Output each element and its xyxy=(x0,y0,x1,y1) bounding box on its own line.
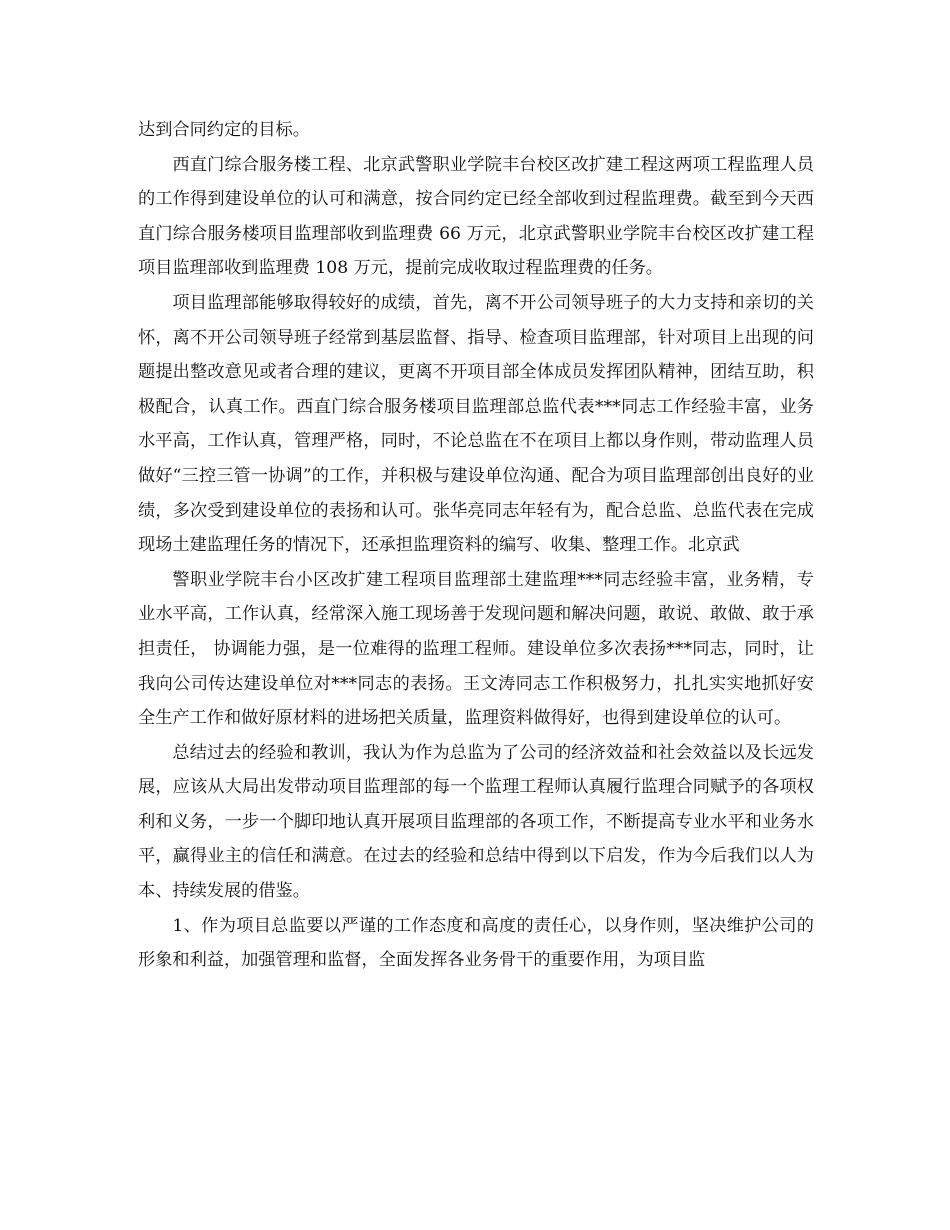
paragraph: 1、作为项目总监要以严谨的工作态度和高度的责任心，以身作则，坚决维护公司的形象和利益，加强管理和监督，全面发挥各业务骨干的重要作用，为项目监 xyxy=(138,915,814,971)
paragraph: 总结过去的经验和教训，我认为作为总监为了公司的经济效益和社会效益以及长远发展，应该从大局出发带动项目监理部的每一个监理工程师认真履行监理合同赋予的各项权利和义务，一步一个脚印地认真开展项目监理部的各项工作，不断提高专业水平和业务水平，赢得业主的信任和满意。在过去的经验和总结中得到以下启发，作为今后我们以人为本、持续发展的借鉴。 xyxy=(138,742,814,902)
paragraph: 西直门综合服务楼工程、北京武警职业学院丰台校区改扩建工程这两项工程监理人员的工作得到建设单位的认可和满意，按合同约定已经全部收到过程监理费。截至到今天西直门综合服务楼项目监理部收到监理费 66 万元，北京武警职业学院丰台校区改扩建工程项目监理部收到监理费 108 万元，提前完成收取过程监理费的任务。 xyxy=(138,154,814,279)
paragraph: 项目监理部能够取得较好的成绩，首先，离不开公司领导班子的大力支持和亲切的关怀，离不开公司领导班子经常到基层监督、指导、检查项目监理部，针对项目上出现的问题提出整改意见或者合理的建议，更离不开项目部全体成员发挥团队精神，团结互助，积极配合，认真工作。西直门综合服务楼项目监理部总监代表***同志工作经验丰富，业务水平高，工作认真，管理严格，同时，不论总监在不在项目上都以身作则，带动监理人员做好“三控三管一协调”的工作，并积极与建设单位沟通、配合为项目监理部创出良好的业绩，多次受到建设单位的表扬和认可。张华亮同志年轻有为，配合总监、总监代表在完成现场土建监理任务的情况下，还承担监理资料的编写、收集、整理工作。北京武 xyxy=(138,292,814,556)
document-body xyxy=(138,113,814,978)
paragraph: 警职业学院丰台小区改扩建工程项目监理部土建监理***同志经验丰富，业务精，专业水平高，工作认真，经常深入施工现场善于发现问题和解决问题，敢说、敢做、敢于承担责任， 协调能力强，是一位难得的监理工程师。建设单位多次表扬***同志，同时，让我向公司传达建设单位对***同志的表扬。王文涛同志工作积极努力，扎扎实实地抓好安全生产工作和做好原材料的进场把关质量，监理资料做得好，也得到建设单位的认可。 xyxy=(138,569,814,729)
paragraph: 达到合同约定的目标。 xyxy=(138,120,310,140)
